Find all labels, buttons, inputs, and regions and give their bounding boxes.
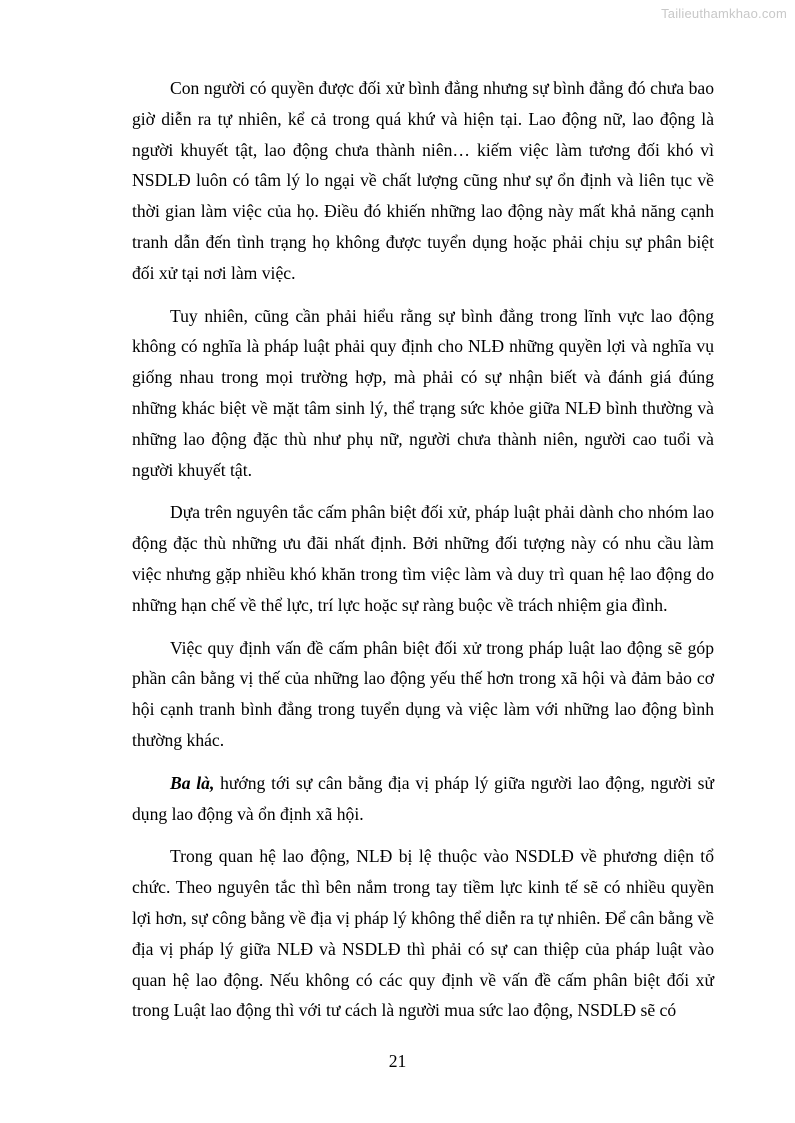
paragraph-4: Việc quy định vấn đề cấm phân biệt đối xử trong pháp luật lao động sẽ góp phần cân bằng vị thế của những lao động yếu thế hơn trong xã hội và đảm bảo cơ hội cạnh tranh bình đẳng trong tuyển dụng và việc làm với những lao động bình thường khác.: [132, 637, 714, 750]
document-body: [132, 73, 714, 1038]
paragraph-2: Tuy nhiên, cũng cần phải hiểu rằng sự bình đẳng trong lĩnh vực lao động không có nghĩa là pháp luật phải quy định cho NLĐ những quyền lợi và nghĩa vụ giống nhau trong mọi trường hợp, mà phải có sự nhận biết và đánh giá đúng những khác biệt về mặt tâm sinh lý, thể trạng sức khỏe giữa NLĐ bình thường và những lao động đặc thù như phụ nữ, người chưa thành niên, người cao tuổi và người khuyết tật.: [132, 305, 714, 480]
paragraph-5: [132, 768, 714, 830]
paragraph-lead-label: Ba là,: [170, 772, 215, 793]
paragraph-3: Dựa trên nguyên tắc cấm phân biệt đối xử, pháp luật phải dành cho nhóm lao động đặc thù những ưu đãi nhất định. Bởi những đối tượng này có nhu cầu làm việc nhưng gặp nhiều khó khăn trong tìm việc làm và duy trì quan hệ lao động do những hạn chế về thể lực, trí lực hoặc sự ràng buộc về trách nhiệm gia đình.: [132, 502, 714, 615]
watermark-text: Tailieuthamkhao.com: [661, 6, 787, 21]
paragraph-5-text: hướng tới sự cân bằng địa vị pháp lý giữa người lao động, người sử dụng lao động và ổn định xã hội.: [132, 772, 714, 824]
paragraph-1: Con người có quyền được đối xử bình đẳng nhưng sự bình đẳng đó chưa bao giờ diễn ra tự nhiên, kể cả trong quá khứ và hiện tại. Lao động nữ, lao động là người khuyết tật, lao động chưa thành niên… kiếm việc làm tương đối khó vì NSDLĐ luôn có tâm lý lo ngại về chất lượng cũng như sự ổn định và liên tục về thời gian làm việc của họ. Điều đó khiến những lao động này mất khả năng cạnh tranh dẫn đến tình trạng họ không được tuyển dụng hoặc phải chịu sự phân biệt đối xử tại nơi làm việc.: [132, 78, 714, 283]
page-number: 21: [388, 1051, 407, 1071]
paragraph-6: Trong quan hệ lao động, NLĐ bị lệ thuộc vào NSDLĐ về phương diện tổ chức. Theo nguyên tắc thì bên nắm trong tay tiềm lực kinh tế sẽ có nhiều quyền lợi hơn, sự công bằng về địa vị pháp lý không thể diễn ra tự nhiên. Để cân bằng về địa vị pháp lý giữa NLĐ và NSDLĐ thì phải có sự can thiệp của pháp luật vào quan hệ lao động. Nếu không có các quy định về vấn đề cấm phân biệt đối xử trong Luật lao động thì với tư cách là người mua sức lao động, NSDLĐ sẽ có: [132, 846, 714, 1021]
